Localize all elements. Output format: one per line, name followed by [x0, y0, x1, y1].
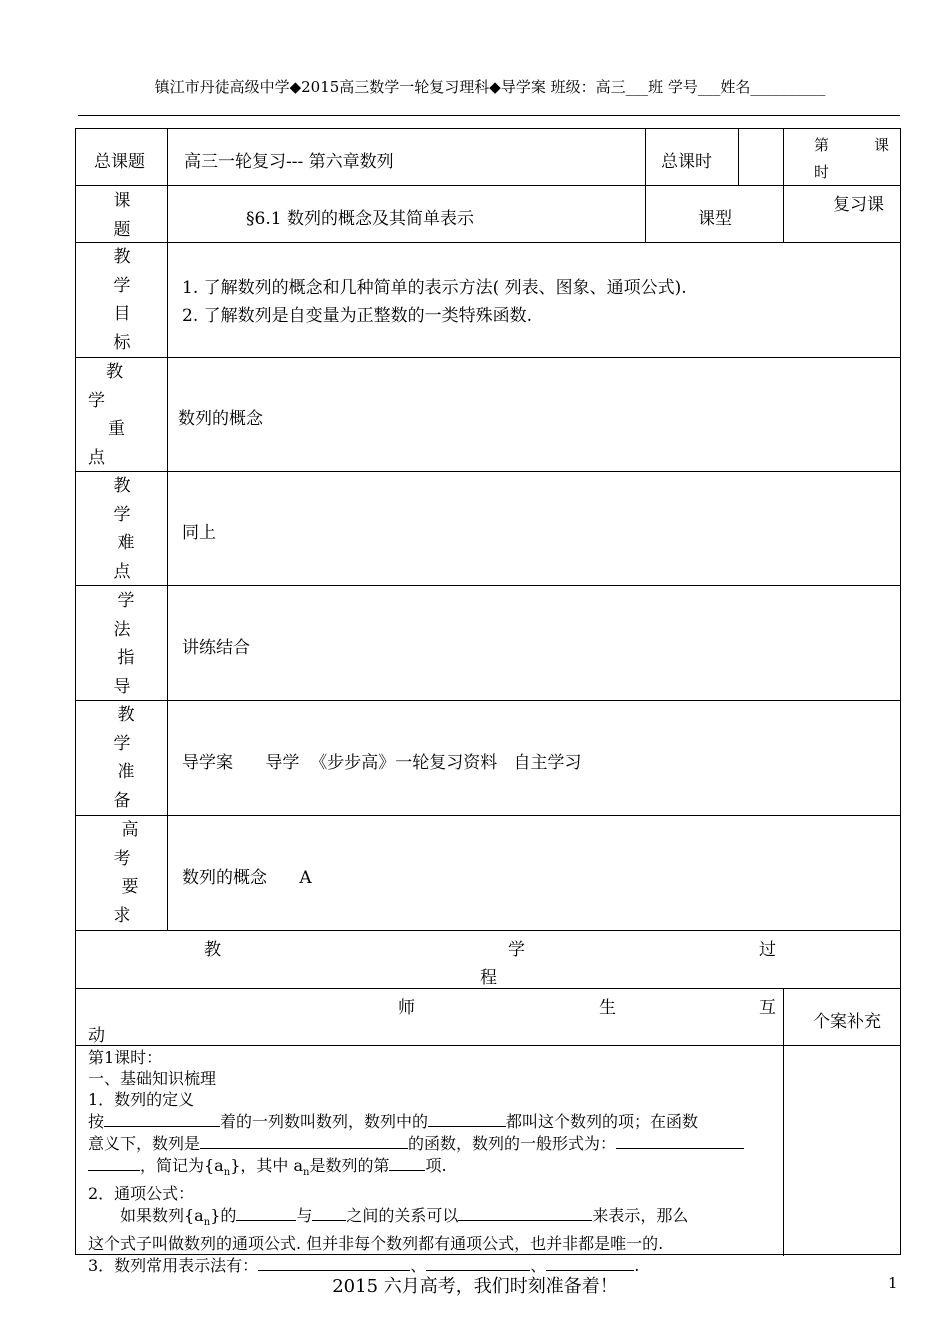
topic-value: 高三一轮复习--- 第六章数列 — [184, 152, 394, 172]
body-segment: 如果数列{a — [120, 1206, 204, 1226]
label-char: 点 — [88, 447, 105, 468]
header-divider — [78, 115, 900, 116]
label-char: 标 — [113, 332, 131, 353]
process-heading-char: 学 — [508, 940, 525, 960]
lesson-body — [88, 1047, 778, 1276]
body-line: 第1课时： — [88, 1048, 163, 1067]
subject-value: §6.1 数列的概念及其简单表示 — [246, 209, 474, 229]
preparation-label — [102, 701, 142, 815]
row-divider — [76, 185, 900, 186]
goal-item: 1. 了解数列的概念和几种简单的表示方法( 列表、图象、通项公式). — [182, 278, 687, 298]
process-heading-char: 程 — [480, 968, 497, 988]
blank-line — [236, 1204, 296, 1221]
label-char: 教 — [113, 476, 131, 496]
row-divider — [76, 700, 900, 701]
body-line — [88, 1110, 778, 1132]
body-segment: 按 — [88, 1112, 105, 1131]
topic-label: 总课题 — [94, 152, 145, 172]
subject-label — [102, 187, 142, 244]
label-char: 目 — [113, 304, 131, 324]
label-char: 点 — [113, 561, 131, 582]
lesson-type-value: 复习课 — [833, 195, 884, 215]
body-segment: }的 — [210, 1206, 237, 1226]
body-line — [88, 1204, 778, 1233]
label-char: 课 — [113, 191, 131, 211]
blank-line — [546, 1254, 634, 1271]
total-hours-label: 总课时 — [661, 152, 712, 172]
body-segment: 来表示，那么 — [592, 1206, 689, 1226]
label-char: 学 — [88, 390, 105, 411]
subscript: n — [203, 1217, 211, 1229]
page-footer: 2015 六月高考，我们时刻准备着！ — [332, 1276, 618, 1297]
interaction-heading-char: 动 — [88, 1026, 105, 1046]
blank-line — [258, 1254, 410, 1271]
body-segment: }，其中 a — [230, 1156, 303, 1175]
row-divider — [76, 988, 900, 989]
blank-line — [389, 1154, 425, 1171]
goal-label — [102, 243, 142, 357]
blank-line — [104, 1110, 220, 1127]
body-line — [88, 1132, 778, 1154]
lesson-number-char: 第 — [814, 136, 830, 154]
column-divider — [645, 129, 646, 242]
lesson-plan-table — [75, 128, 901, 1276]
label-char: 题 — [113, 219, 131, 240]
blank-line — [88, 1154, 140, 1171]
row-divider — [76, 242, 900, 243]
key-point-value: 数列的概念 — [178, 409, 263, 429]
label-char: 学 — [113, 733, 131, 754]
label-char: 学 — [113, 275, 131, 296]
key-point-label — [88, 358, 128, 472]
body-segment: 、 — [410, 1256, 427, 1276]
subscript: n — [223, 1167, 231, 1179]
preparation-value: 导学案 导学 《步步高》一轮复习资料 自主学习 — [182, 753, 582, 773]
label-char: 学 — [117, 591, 135, 611]
row-divider — [76, 585, 900, 586]
row-divider — [76, 471, 900, 472]
row-divider — [76, 815, 900, 816]
blank-line — [428, 1110, 506, 1127]
row-divider — [76, 930, 900, 931]
blank-line — [312, 1204, 346, 1221]
label-char: 导 — [113, 676, 131, 697]
process-heading-char: 教 — [204, 940, 221, 960]
label-char: 重 — [108, 419, 125, 439]
subscript: n — [303, 1167, 310, 1179]
column-divider — [783, 988, 784, 1256]
label-char: 教 — [113, 247, 131, 267]
method-value: 讲练结合 — [182, 638, 250, 658]
body-segment: ，简记为{a — [140, 1156, 224, 1175]
body-line: 这个式子叫做数列的通项公式. 但并非每个数列都有通项公式，也并非都是唯一的. — [88, 1234, 664, 1254]
label-char: 学 — [113, 504, 131, 525]
body-segment: 之间的关系可以 — [346, 1206, 459, 1226]
body-line — [88, 1154, 778, 1183]
body-segment: 都叫这个数列的项；在函数 — [506, 1112, 699, 1131]
label-char: 难 — [117, 533, 135, 553]
body-segment: 是数列的第 — [309, 1156, 390, 1175]
interaction-heading-char: 生 — [599, 998, 616, 1018]
blank-line — [426, 1254, 530, 1271]
row-divider — [76, 1045, 900, 1046]
label-char: 教 — [117, 705, 135, 725]
exam-requirement-label — [102, 816, 142, 930]
page-number: 1 — [888, 1274, 898, 1292]
body-line: 1．数列的定义 — [88, 1090, 195, 1109]
body-line: 2．通项公式： — [88, 1184, 195, 1204]
interaction-heading-char: 师 — [398, 998, 415, 1018]
body-segment: 意义下，数列是 — [88, 1134, 201, 1153]
process-heading-char: 过 — [759, 940, 776, 960]
label-char: 教 — [106, 362, 123, 382]
column-divider — [167, 129, 168, 930]
blank-line — [458, 1204, 592, 1221]
row-divider — [76, 357, 900, 358]
body-segment: . — [634, 1256, 640, 1276]
blank-line — [616, 1132, 744, 1149]
page-header: 镇江市丹徒高级中学◆2015高三数学一轮复习理科◆导学案 班级：高三___班 学号___姓名__________ — [154, 78, 826, 96]
blank-line — [200, 1132, 408, 1149]
label-char: 高 — [121, 820, 139, 840]
interaction-heading-char: 互 — [759, 998, 776, 1018]
body-segment: 3．数列常用表示法有： — [88, 1256, 259, 1276]
label-char: 指 — [117, 648, 135, 668]
label-char: 要 — [121, 877, 139, 897]
body-segment: 着的一列数叫数列，数列中的 — [220, 1112, 429, 1131]
method-label — [102, 587, 142, 701]
label-char: 考 — [113, 848, 131, 869]
label-char: 求 — [113, 905, 131, 926]
difficulty-label — [102, 472, 142, 586]
column-divider — [783, 129, 784, 242]
exam-requirement-value: 数列的概念 A — [182, 868, 312, 888]
goal-list — [182, 274, 687, 330]
body-segment: 项. — [425, 1156, 447, 1175]
lesson-number-char: 时 — [814, 163, 830, 181]
body-line: 一、基础知识梳理 — [88, 1069, 217, 1088]
column-divider — [738, 129, 739, 185]
difficulty-value: 同上 — [182, 523, 216, 543]
body-segment: 、 — [530, 1256, 547, 1276]
lesson-number-char: 课 — [874, 136, 890, 154]
label-char: 备 — [113, 790, 131, 811]
goal-item: 2. 了解数列是自变量为正整数的一类特殊函数. — [182, 306, 533, 326]
body-segment: 与 — [296, 1206, 313, 1226]
body-segment: 的函数，数列的一般形式为： — [408, 1134, 617, 1153]
label-char: 法 — [113, 619, 131, 640]
case-supplement-heading: 个案补充 — [813, 1012, 881, 1032]
label-char: 准 — [117, 762, 135, 782]
lesson-type-label: 课型 — [698, 209, 732, 229]
